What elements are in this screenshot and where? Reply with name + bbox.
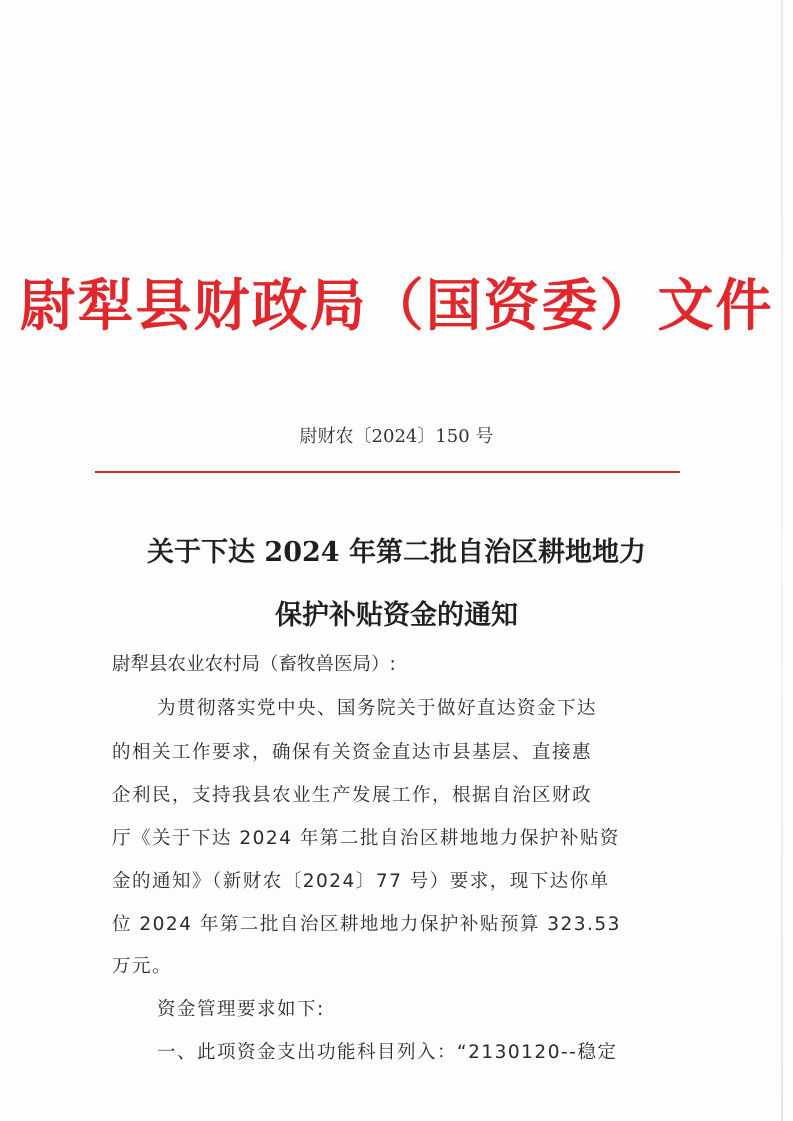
notice-title-line-1: 关于下达 2024 年第二批自治区耕地地力	[147, 537, 646, 568]
body-line: 企利民，支持我县农业生产发展工作，根据自治区财政	[112, 785, 593, 806]
section-heading: 资金管理要求如下:	[157, 999, 325, 1020]
body-line: 为贯彻落实党中央、国务院关于做好直达资金下达	[157, 698, 598, 719]
body-line: 万元。	[112, 956, 173, 977]
red-divider	[95, 471, 680, 473]
notice-title-line-2: 保护补贴资金的通知	[275, 600, 518, 631]
body-line: 厅《关于下达 2024 年第二批自治区耕地地力保护补贴资	[112, 828, 620, 849]
masthead-title: 尉犁县财政局（国资委）文件	[19, 273, 774, 339]
body-line: 金的通知》（新财农〔2024〕77 号）要求，现下达你单	[112, 871, 610, 892]
document-number: 尉财农〔2024〕150 号	[299, 426, 494, 447]
salutation: 尉犁县农业农村局（畜牧兽医局）:	[112, 654, 396, 675]
body-line: 的相关工作要求，确保有关资金直达市县基层、直接惠	[112, 742, 593, 763]
body-line: 位 2024 年第二批自治区耕地地力保护补贴预算 323.53	[112, 914, 621, 935]
body-line: 一、此项资金支出功能科目列入：“2130120--稳定	[157, 1042, 618, 1063]
